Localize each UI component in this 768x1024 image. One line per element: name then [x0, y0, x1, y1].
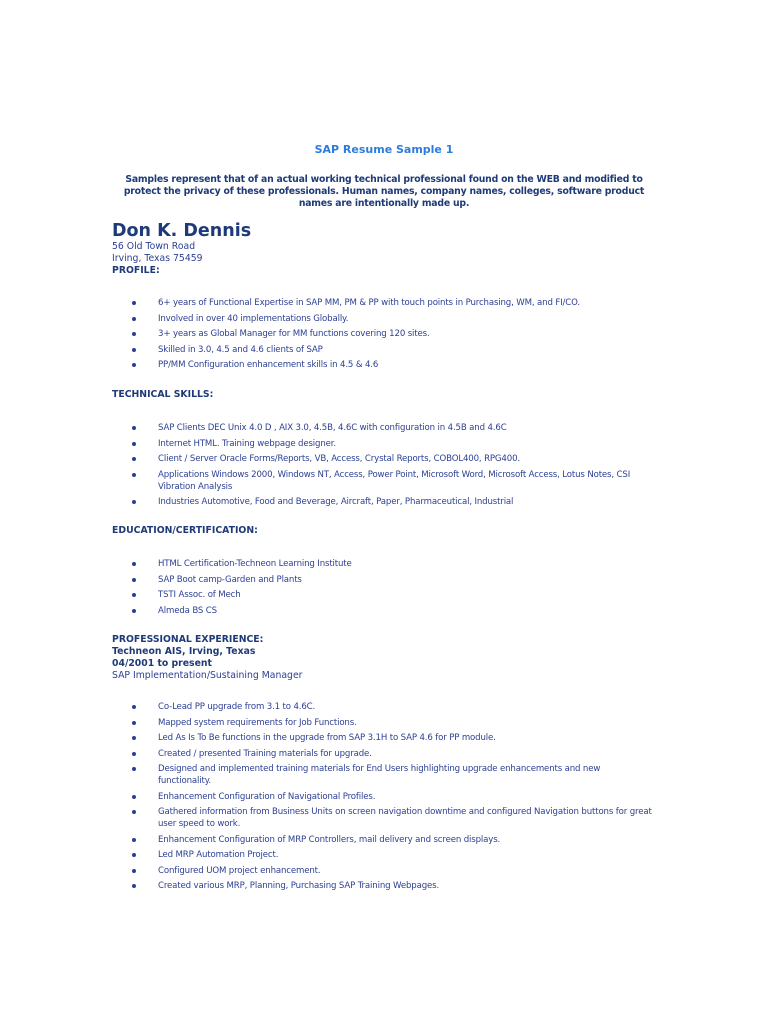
list-item: Involved in over 40 implementations Globally. — [112, 313, 652, 325]
list-item: PP/MM Configuration enhancement skills in 4.5 & 4.6 — [112, 359, 652, 371]
list-item: Industries Automotive, Food and Beverage, Aircraft, Paper, Pharmaceutical, Industrial — [112, 496, 652, 508]
education-list — [112, 558, 652, 620]
list-item: Client / Server Oracle Forms/Reports, VB, Access, Crystal Reports, COBOL400, RPG400. — [112, 453, 652, 465]
list-item: 6+ years of Functional Expertise in SAP MM, PM & PP with touch points in Purchasing, WM, and FI/CO. — [112, 297, 652, 309]
list-item: Enhancement Configuration of Navigational Profiles. — [112, 791, 652, 803]
list-item: Almeda BS CS — [112, 605, 652, 617]
candidate-name: Don K. Dennis — [112, 221, 252, 241]
list-item: Enhancement Configuration of MRP Controllers, mail delivery and screen displays. — [112, 834, 652, 846]
list-item: Configured UOM project enhancement. — [112, 865, 652, 877]
section-heading-skills: TECHNICAL SKILLS: — [112, 389, 214, 400]
list-item: Led As Is To Be functions in the upgrade from SAP 3.1H to SAP 4.6 for PP module. — [112, 732, 652, 744]
profile-list — [112, 297, 652, 375]
list-item: Co-Lead PP upgrade from 3.1 to 4.6C. — [112, 701, 652, 713]
list-item: Applications Windows 2000, Windows NT, Access, Power Point, Microsoft Word, Microsoft Access, Lotus Notes, CSI Vibration Analysis — [112, 469, 652, 493]
list-item: Gathered information from Business Units on screen navigation downtime and configured Navigation buttons for great user speed to work. — [112, 806, 652, 830]
section-heading-experience: PROFESSIONAL EXPERIENCE: — [112, 634, 264, 645]
address-line: Irving, Texas 75459 — [112, 253, 203, 264]
experience-company: Techneon AIS, Irving, Texas — [112, 646, 256, 657]
section-heading-profile: PROFILE: — [112, 265, 160, 276]
list-item: HTML Certification-Techneon Learning Institute — [112, 558, 652, 570]
list-item: 3+ years as Global Manager for MM functions covering 120 sites. — [112, 328, 652, 340]
document-title: SAP Resume Sample 1 — [314, 143, 454, 156]
list-item: Created / presented Training materials for upgrade. — [112, 748, 652, 760]
list-item: SAP Boot camp-Garden and Plants — [112, 574, 652, 586]
experience-dates: 04/2001 to present — [112, 658, 212, 669]
list-item: Created various MRP, Planning, Purchasing SAP Training Webpages. — [112, 880, 652, 892]
section-heading-education: EDUCATION/CERTIFICATION: — [112, 525, 258, 536]
list-item: Internet HTML. Training webpage designer. — [112, 438, 652, 450]
list-item: Designed and implemented training materials for End Users highlighting upgrade enhancements and new functionality. — [112, 763, 652, 787]
experience-role: SAP Implementation/Sustaining Manager — [112, 670, 303, 681]
intro-disclaimer: Samples represent that of an actual working technical professional found on the WEB and modified to protect the privacy of these professionals. Human names, company names, colleges, software product names are intentionally made up. — [123, 174, 645, 209]
skills-list — [112, 422, 652, 512]
experience-list — [112, 701, 652, 896]
list-item: Skilled in 3.0, 4.5 and 4.6 clients of SAP — [112, 344, 652, 356]
list-item: SAP Clients DEC Unix 4.0 D , AIX 3.0, 4.5B, 4.6C with configuration in 4.5B and 4.6C — [112, 422, 652, 434]
address-line: 56 Old Town Road — [112, 241, 196, 252]
list-item: TSTI Assoc. of Mech — [112, 589, 652, 601]
list-item: Mapped system requirements for Job Functions. — [112, 717, 652, 729]
list-item: Led MRP Automation Project. — [112, 849, 652, 861]
